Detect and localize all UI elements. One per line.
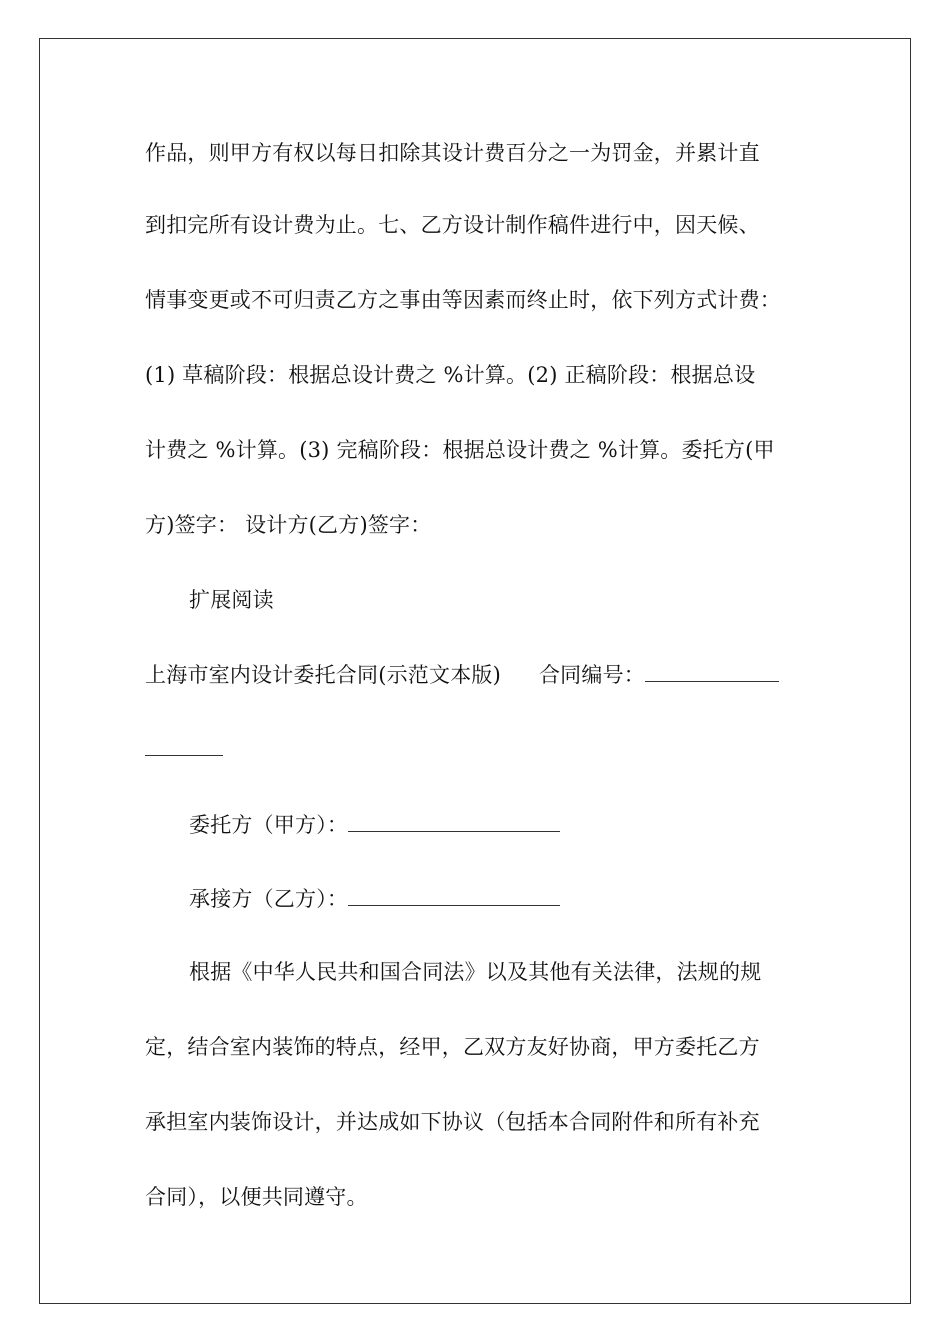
- paragraph-line: 情事变更或不可归责乙方之事由等因素而终止时，依下列方式计费：: [145, 288, 781, 312]
- client-row: [189, 811, 560, 839]
- section-heading: 扩展阅读: [189, 588, 274, 612]
- contractor-label: 承接方（乙方）：: [189, 887, 349, 911]
- signature-line: 方)签字： 设计方(乙方)签字：: [145, 513, 432, 537]
- paragraph-line: 根据《中华人民共和国合同法》以及其他有关法律，法规的规: [189, 960, 762, 984]
- contract-number-continuation: [145, 735, 223, 763]
- contract-number-blank: [645, 661, 779, 682]
- contractor-row: [189, 885, 560, 913]
- paragraph-line: 到扣完所有设计费为止。七、乙方设计制作稿件进行中，因天候、: [145, 213, 760, 237]
- contract-title-row: [145, 661, 779, 689]
- paragraph-line: 作品，则甲方有权以每日扣除其设计费百分之一为罚金，并累计直: [145, 141, 760, 165]
- paragraph-line: 定，结合室内装饰的特点，经甲，乙双方友好协商，甲方委托乙方: [145, 1035, 760, 1059]
- contract-number-label: 合同编号：: [538, 663, 645, 687]
- contract-number-blank-continued: [145, 735, 223, 756]
- paragraph-line: 合同），以便共同遵守。: [145, 1185, 368, 1209]
- client-label: 委托方（甲方）：: [189, 813, 349, 837]
- paragraph-line: (1) 草稿阶段：根据总设计费之 %计算。(2) 正稿阶段：根据总设: [145, 363, 756, 387]
- contract-title: 上海市室内设计委托合同(示范文本版): [145, 663, 501, 687]
- client-blank: [348, 811, 560, 832]
- paragraph-line: 计费之 %计算。(3) 完稿阶段：根据总设计费之 %计算。委托方(甲: [145, 438, 775, 462]
- contractor-blank: [348, 885, 560, 906]
- paragraph-line: 承担室内装饰设计，并达成如下协议（包括本合同附件和所有补充: [145, 1110, 760, 1134]
